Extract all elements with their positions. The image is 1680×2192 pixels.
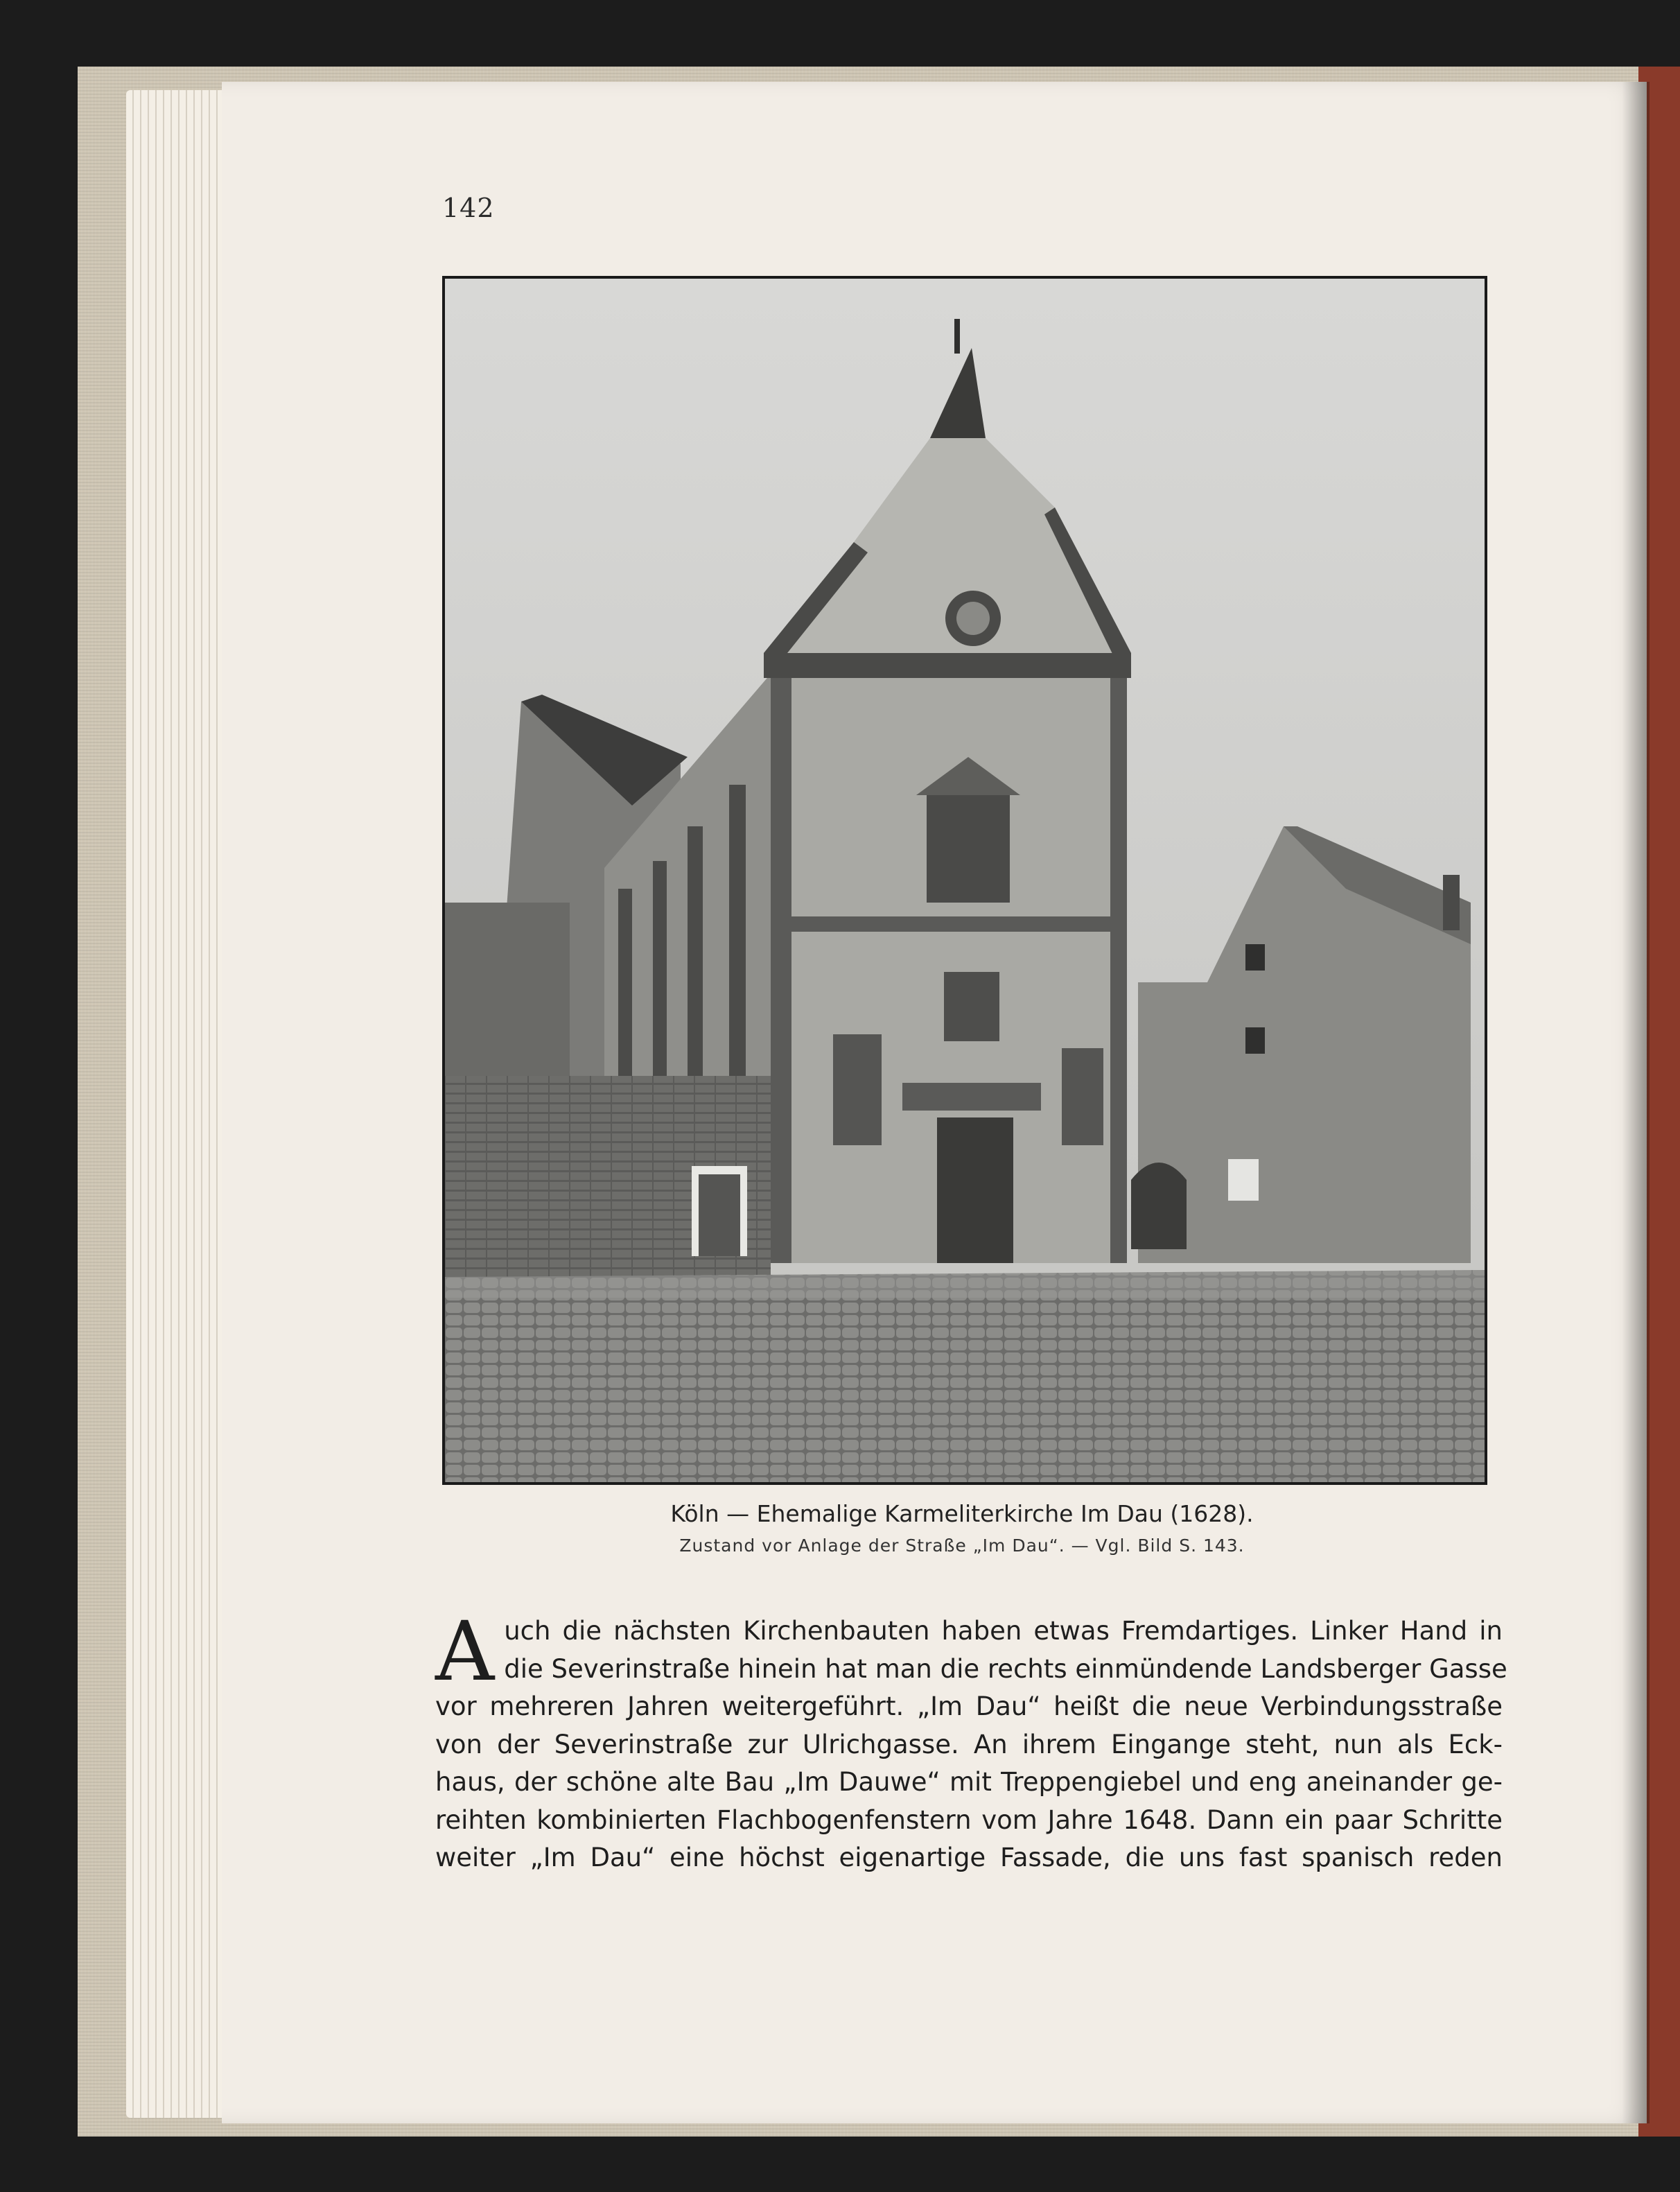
figure-caption: Köln — Ehemalige Karmeliterkirche Im Dau (1628). xyxy=(670,1500,1254,1527)
text-line: uch die nächsten Kirchenbauten haben etwas Fremdartiges. Linker Hand in xyxy=(504,1616,1503,1646)
body-paragraph xyxy=(435,1603,1507,1877)
page-edges xyxy=(126,90,230,2118)
text-line: vor mehreren Jahren weitergeführt. „Im Dau“ heißt die neue Verbindungsstraße xyxy=(435,1691,1503,1721)
text-line: die Severinstraße hinein hat man die rechts einmündende Landsberger Gasse xyxy=(504,1653,1507,1684)
church-illustration xyxy=(445,279,1485,1482)
page-gutter-shadow xyxy=(1622,82,1650,2123)
drop-cap: A xyxy=(435,1603,495,1699)
figure-subcaption: Zustand vor Anlage der Straße „Im Dau“. — Vgl. Bild S. 143. xyxy=(679,1536,1245,1556)
text-line: weiter „Im Dau“ eine höchst eigenartige Fassade, die uns fast spanisch reden xyxy=(435,1843,1503,1872)
text-line: reihten kombinierten Flachbogenfenstern vom Jahre 1648. Dann ein paar Schritte xyxy=(435,1804,1503,1835)
church-photograph xyxy=(442,276,1487,1485)
text-line: haus, der schöne alte Bau „Im Dauwe“ mit Treppengiebel und eng aneinander ge- xyxy=(435,1767,1503,1797)
text-line: von der Severinstraße zur Ulrichgasse. An ihrem Eingange steht, nun als Eck- xyxy=(435,1729,1503,1759)
page-number: 142 xyxy=(442,193,495,223)
